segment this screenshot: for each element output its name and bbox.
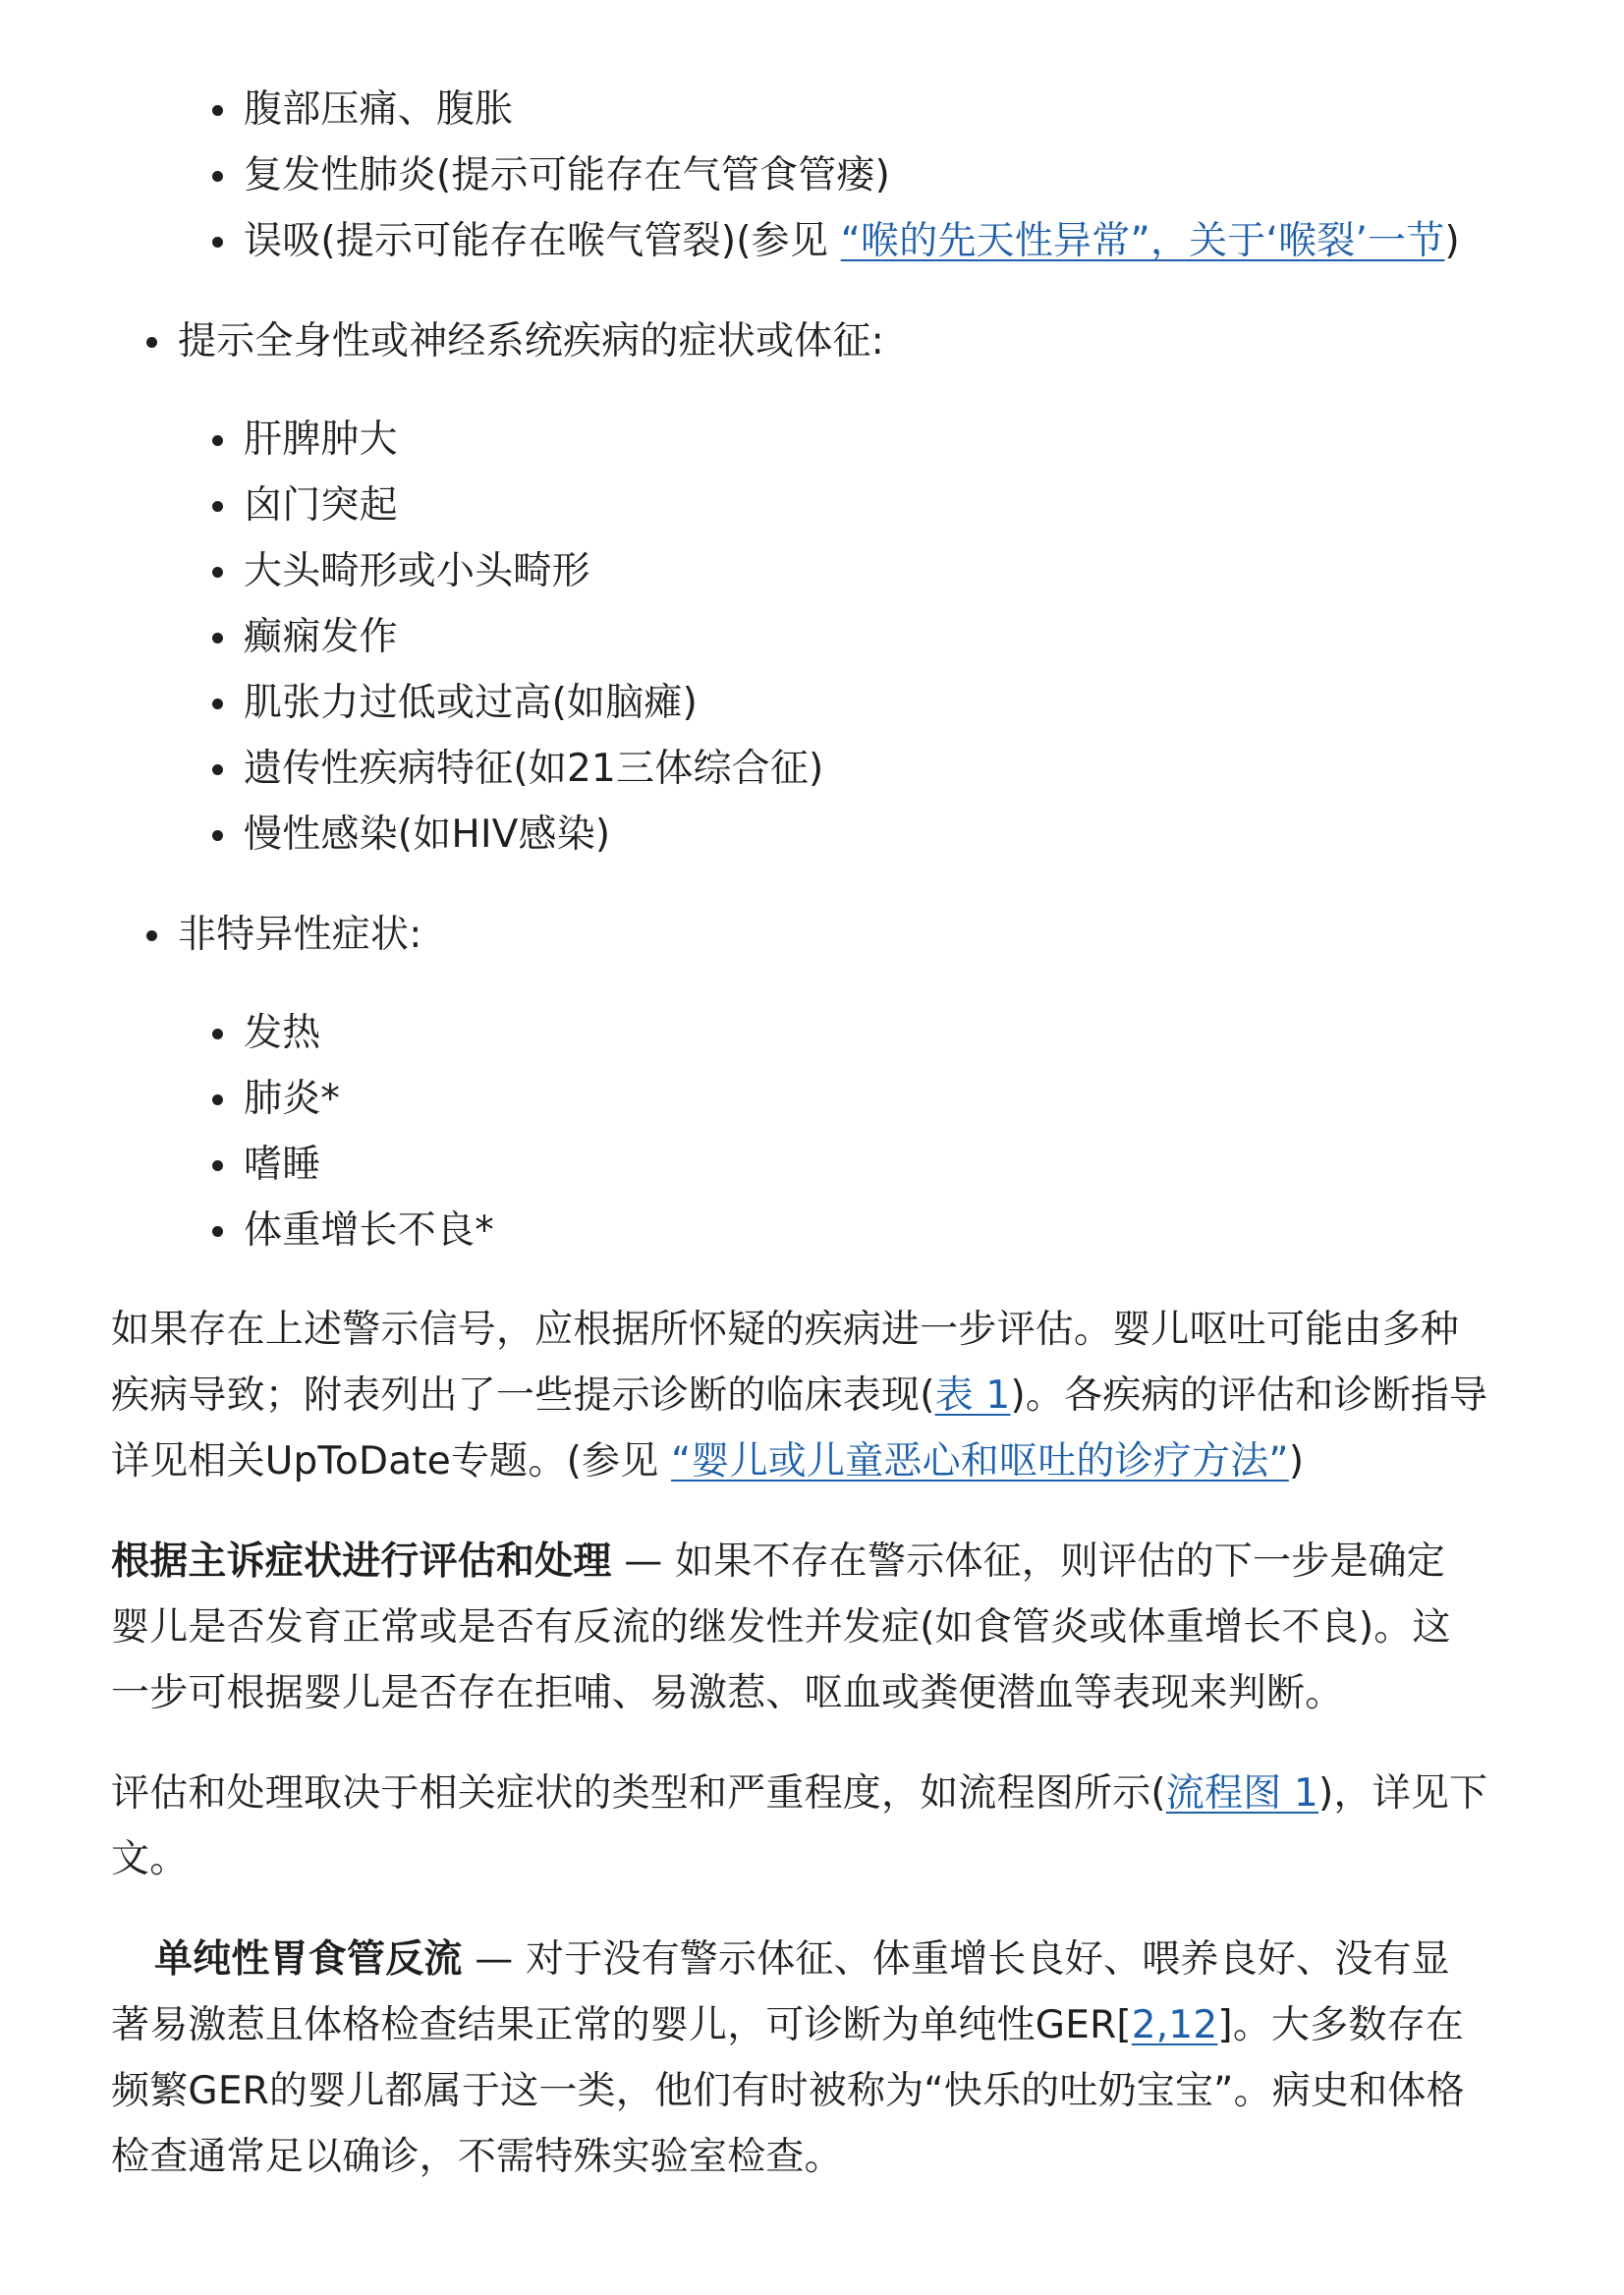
paragraph-uncomplicated-ger-line: 检查通常足以确诊，不需特殊实验室检查。 xyxy=(111,2135,843,2179)
bullet-icon xyxy=(212,633,223,644)
list-item: 癫痫发作 xyxy=(244,612,398,663)
bullet-icon xyxy=(212,1094,223,1105)
list-item: 遗传性疾病特征(如21三体综合征) xyxy=(244,744,823,795)
list-item: 复发性肺炎(提示可能存在气管食管瘘) xyxy=(244,150,890,201)
paragraph-uncomplicated-ger-line: 著易激惹且体格检查结果正常的婴儿，可诊断为单纯性GER[2,12]。大多数存在 xyxy=(111,2003,1465,2047)
paragraph-algorithm-line: 文。 xyxy=(111,1837,189,1881)
link-references-2-12[interactable]: 2,12 xyxy=(1131,2003,1218,2047)
section-heading-evaluation: 根据主诉症状进行评估和处理 xyxy=(111,1539,612,1584)
list-heading-systemic: 提示全身性或神经系统疾病的症状或体征: xyxy=(178,316,884,367)
section-heading-uncomplicated-ger: 单纯性胃食管反流 xyxy=(154,1937,463,1982)
bullet-icon xyxy=(212,435,223,446)
bullet-icon xyxy=(212,1226,223,1237)
link-table-1[interactable]: 表 1 xyxy=(934,1373,1011,1418)
bullet-icon xyxy=(212,105,223,116)
list-item: 囟门突起 xyxy=(244,480,398,532)
bullet-icon xyxy=(212,1160,223,1171)
bullet-icon xyxy=(146,930,157,941)
link-algorithm-1[interactable]: 流程图 1 xyxy=(1165,1771,1319,1816)
bullet-icon xyxy=(212,699,223,709)
list-heading-nonspecific: 非特异性症状: xyxy=(178,910,422,961)
list-item: 发热 xyxy=(244,1008,320,1059)
bullet-icon xyxy=(212,1029,223,1039)
bullet-icon xyxy=(212,567,223,578)
list-item: 大头畸形或小头畸形 xyxy=(244,546,590,597)
paragraph-algorithm-line: 评估和处理取决于相关症状的类型和严重程度，如流程图所示(流程图 1)，详见下 xyxy=(111,1771,1488,1816)
list-item: 体重增长不良* xyxy=(244,1205,494,1257)
list-item: 肺炎* xyxy=(244,1074,340,1125)
list-item: 肝脾肿大 xyxy=(244,415,398,466)
bullet-icon xyxy=(212,830,223,841)
link-laryngeal-cleft[interactable]: “喉的先天性异常”，关于‘喉裂’一节 xyxy=(840,219,1445,263)
paragraph-warning-signs-line: 疾病导致；附表列出了一些提示诊断的临床表现(表 1)。各疾病的评估和诊断指导 xyxy=(111,1373,1488,1418)
list-item-aspiration: 误吸(提示可能存在喉气管裂)(参见 “喉的先天性异常”，关于‘喉裂’一节) xyxy=(244,216,1460,267)
paragraph-evaluation-line: 一步可根据婴儿是否存在拒哺、易激惹、呕血或粪便潜血等表现来判断。 xyxy=(111,1671,1344,1715)
bullet-icon xyxy=(146,337,157,348)
bullet-icon xyxy=(212,501,223,512)
bullet-icon xyxy=(212,237,223,248)
paragraph-warning-signs-line: 详见相关UpToDate专题。(参见 “婴儿或儿童恶心和呕吐的诊疗方法”) xyxy=(111,1439,1305,1483)
link-nausea-vomiting-topic[interactable]: “婴儿或儿童恶心和呕吐的诊疗方法” xyxy=(671,1439,1289,1483)
paragraph-uncomplicated-ger-line: 频繁GER的婴儿都属于这一类，他们有时被称为“快乐的吐奶宝宝”。病史和体格 xyxy=(111,2069,1465,2113)
list-item: 嗜睡 xyxy=(244,1140,320,1191)
paragraph-uncomplicated-ger-line: 单纯性胃食管反流 — 对于没有警示体征、体重增长良好、喂养良好、没有显 xyxy=(154,1937,1450,1982)
bullet-icon xyxy=(212,764,223,775)
paragraph-warning-signs-line: 如果存在上述警示信号，应根据所怀疑的疾病进一步评估。婴儿呕吐可能由多种 xyxy=(111,1308,1460,1352)
list-item: 腹部压痛、腹胀 xyxy=(244,84,513,136)
list-item: 肌张力过低或过高(如脑瘫) xyxy=(244,678,698,729)
paragraph-evaluation-line: 婴儿是否发育正常或是否有反流的继发性并发症(如食管炎或体重增长不良)。这 xyxy=(111,1605,1451,1650)
bullet-icon xyxy=(212,171,223,182)
list-item: 慢性感染(如HIV感染) xyxy=(244,810,610,861)
paragraph-evaluation-line: 根据主诉症状进行评估和处理 — 如果不存在警示体征，则评估的下一步是确定 xyxy=(111,1539,1446,1584)
